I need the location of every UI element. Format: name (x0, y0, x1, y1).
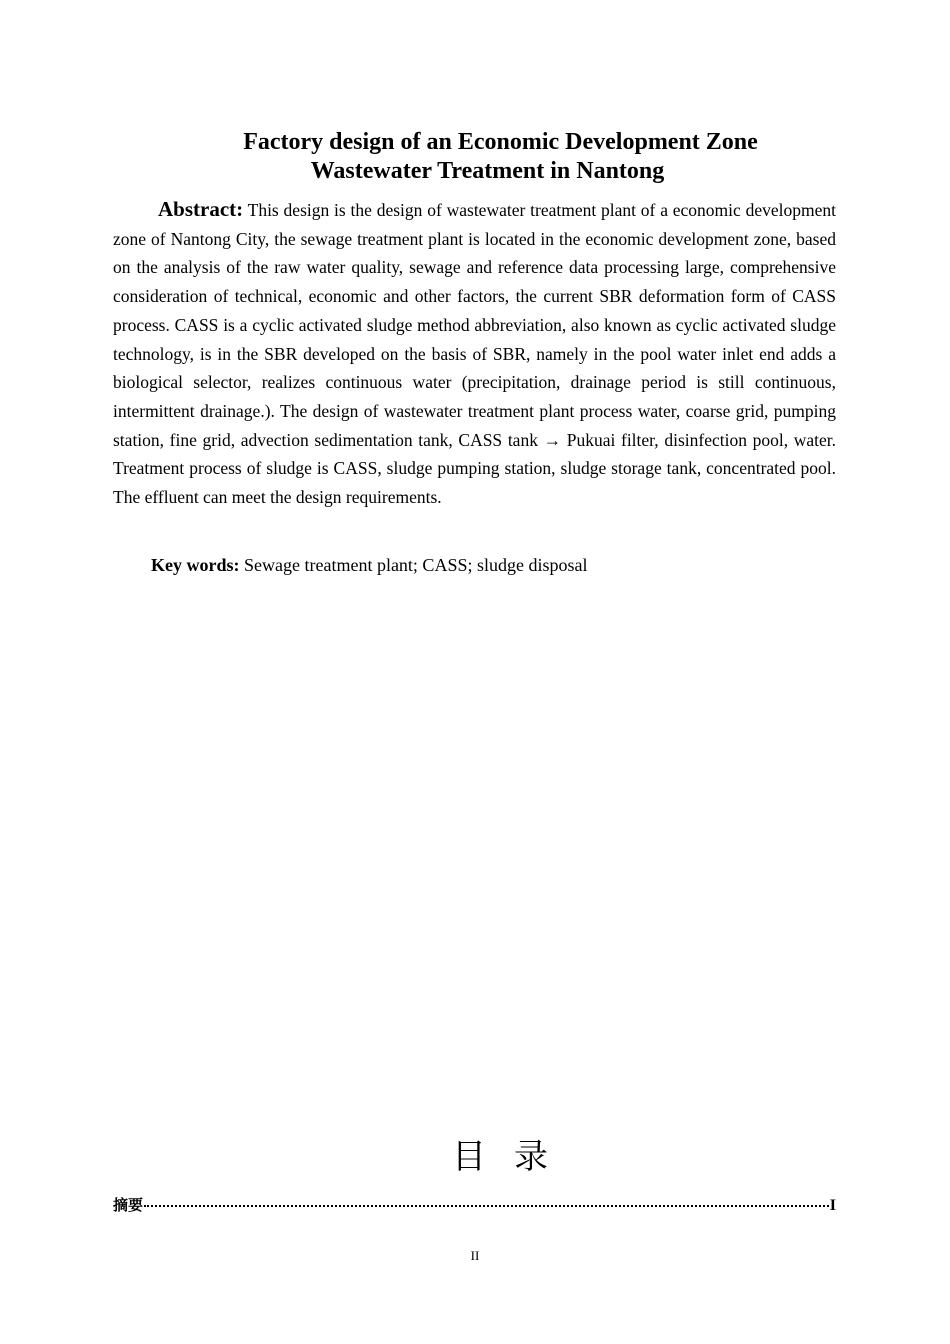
toc-title: 目录 (452, 1137, 576, 1177)
toc-entry-page: I (829, 1197, 836, 1214)
abstract-label: Abstract: (158, 197, 244, 221)
abstract-text: This design is the design of wastewater treatment plant of a economic development zone of Nantong City, the sewage treatment plant is located in the economic development zone, based on the analysis of the raw water quality, sewage and reference data processing large, comprehensive consideration of technical, economic and other factors, the current SBR deformation form of CASS process. CASS is a cyclic activated sludge method abbreviation, also known as cyclic activated sludge technology, is in the SBR developed on the basis of SBR, namely in the pool water inlet end adds a biological selector, realizes continuous water (precipitation, drainage period is still continuous, intermittent drainage.). The design of wastewater treatment plant process water, coarse grid, pumping station, fine grid, advection sedimentation tank, CASS tank → Pukuai filter, disinfection pool, water. Treatment process of sludge is CASS, sludge pumping station, sludge storage tank, concentrated pool. The effluent can meet the design requirements. (113, 200, 836, 508)
keywords-text: Sewage treatment plant; CASS; sludge disposal (239, 555, 588, 575)
toc-entry-label: 摘要 (113, 1196, 144, 1214)
keywords-label: Key words: (151, 555, 240, 575)
page-number: II (470, 1248, 480, 1263)
paper-title-line-1: Factory design of an Economic Development Zone (243, 129, 758, 155)
toc-dot-leader (144, 1205, 829, 1207)
paper-title-line-2: Wastewater Treatment in Nantong (310, 158, 665, 184)
keywords-paragraph (151, 551, 841, 579)
abstract-paragraph (113, 195, 836, 512)
toc-entry[interactable] (113, 1193, 836, 1217)
